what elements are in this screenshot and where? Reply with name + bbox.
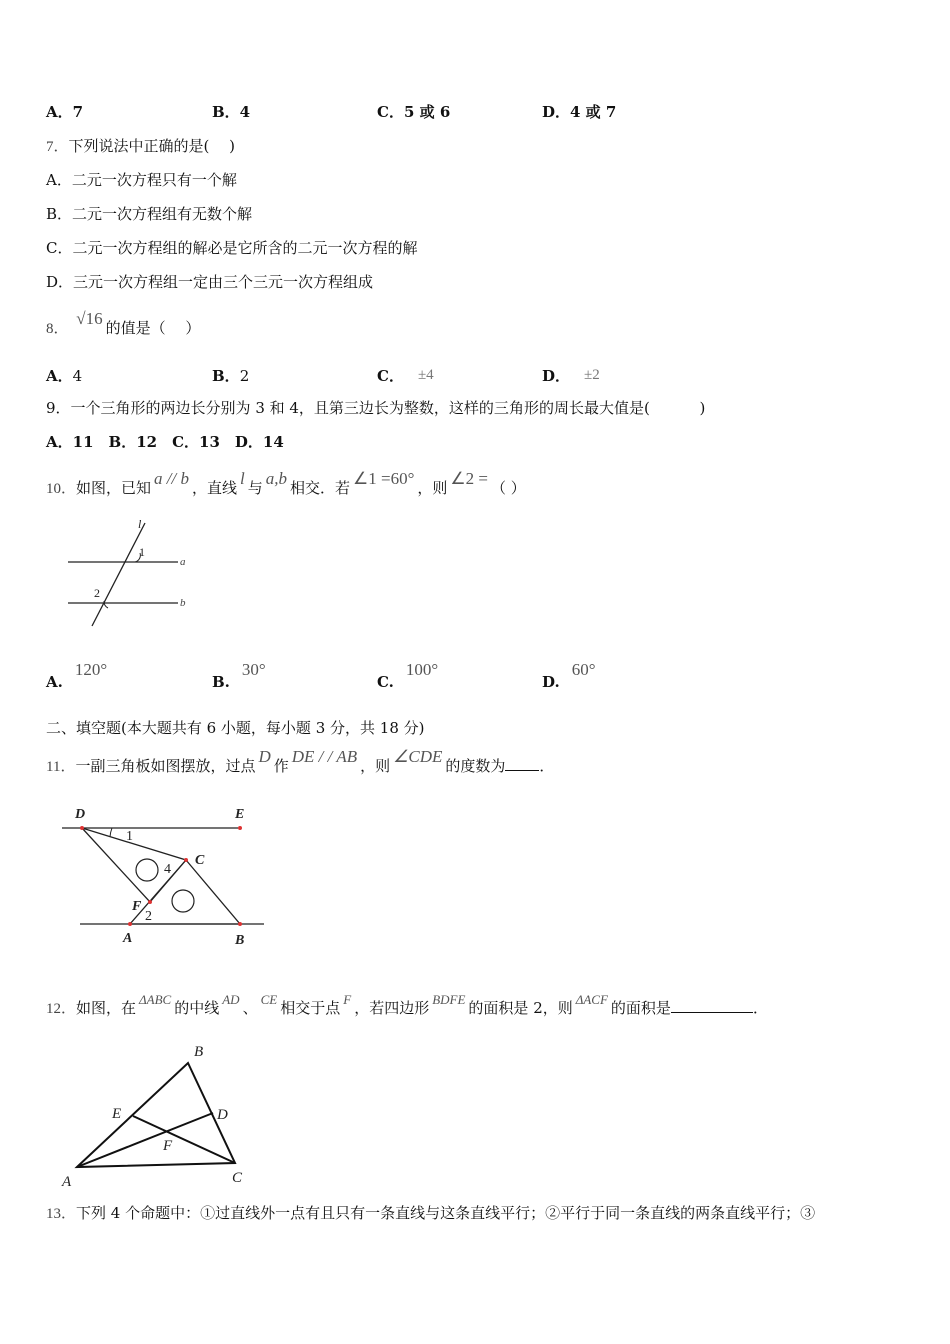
q12-figure [60, 1040, 260, 1190]
q6-option-b: B．4 [212, 103, 251, 121]
q11-stem: 11．一副三角板如图摆放，过点 D 作 DE / / AB ，则 ∠CDE 的度数为 ． [46, 747, 555, 775]
svg-text:4: 4 [164, 862, 171, 877]
q10-option-d: D.60° [542, 660, 596, 691]
q7-stem: 7．下列说法中正确的是( ) [46, 137, 235, 155]
svg-text:2: 2 [94, 586, 100, 600]
q8-stem: 8． √16 的值是（ ） [46, 309, 201, 337]
svg-text:D: D [75, 807, 86, 822]
q8-option-d: D． ±2 [542, 367, 600, 385]
svg-text:A: A [123, 931, 133, 946]
svg-text:E: E [235, 807, 245, 822]
q8-option-c: C． ±4 [377, 367, 434, 385]
svg-text:1: 1 [126, 829, 133, 844]
q6-option-a: A．7 [46, 103, 84, 121]
q10-option-c: C.100° [377, 660, 439, 691]
svg-text:F: F [132, 899, 142, 914]
q12-stem: 12．如图，在 ΔABC 的中线 AD 、 CE 相交于点 F ，若四边形 BDFE 的面积是 2，则 ΔACF 的面积是 ． [46, 992, 768, 1017]
q9-options: A．11 B．12 C．13 D．14 [46, 433, 284, 451]
q6-option-c: C．5 或 6 [377, 103, 451, 121]
q13-stem: 13．下列 4 个命题中：①过直线外一点有且只有一条直线与这条直线平行；②平行于同一条直线的两条直线平行；③ [46, 1204, 816, 1222]
section-title: 二、填空题(本大题共有 6 小题，每小题 3 分，共 18 分) [46, 719, 425, 737]
q7-option-a: A．二元一次方程只有一个解 [46, 171, 237, 189]
q11-figure [60, 800, 270, 950]
svg-text:b: b [180, 597, 186, 609]
svg-text:1: 1 [139, 545, 145, 559]
q7-option-d: D．三元一次方程组一定由三个三元一次方程组成 [46, 273, 374, 291]
q7-option-b: B．二元一次方程组有无数个解 [46, 205, 253, 223]
q8-option-a: A．4 [46, 367, 83, 385]
svg-text:F: F [163, 1138, 173, 1154]
svg-text:D: D [217, 1107, 228, 1123]
q9-stem: 9．一个三角形的两边长分别为 3 和 4，且第三边长为整数，这样的三角形的周长最大值是( ) [46, 399, 706, 417]
q6-option-d: D．4 或 7 [542, 103, 617, 121]
svg-text:C: C [232, 1170, 243, 1186]
svg-text:B: B [194, 1044, 204, 1060]
q8-option-b: B．2 [212, 367, 250, 385]
q10-option-a: A.120° [46, 660, 108, 691]
answer-blank[interactable] [505, 756, 539, 771]
svg-text:A: A [62, 1174, 72, 1190]
svg-text:C: C [195, 853, 205, 868]
svg-text:B: B [235, 933, 245, 948]
q10-option-b: B.30° [212, 660, 266, 691]
q10-figure [60, 518, 200, 630]
answer-blank[interactable] [671, 998, 753, 1013]
q8-expression: √16 [76, 309, 103, 328]
svg-text:l: l [138, 518, 142, 531]
svg-text:a: a [180, 556, 186, 568]
q10-stem: 10．如图，已知 a // b ，直线 l 与 a,b 相交．若 ∠1 =60° ，则 ∠2 = （ ） [46, 469, 526, 497]
svg-text:E: E [112, 1106, 122, 1122]
q7-option-c: C．二元一次方程组的解必是它所含的二元一次方程的解 [46, 239, 418, 257]
svg-text:2: 2 [145, 909, 152, 924]
